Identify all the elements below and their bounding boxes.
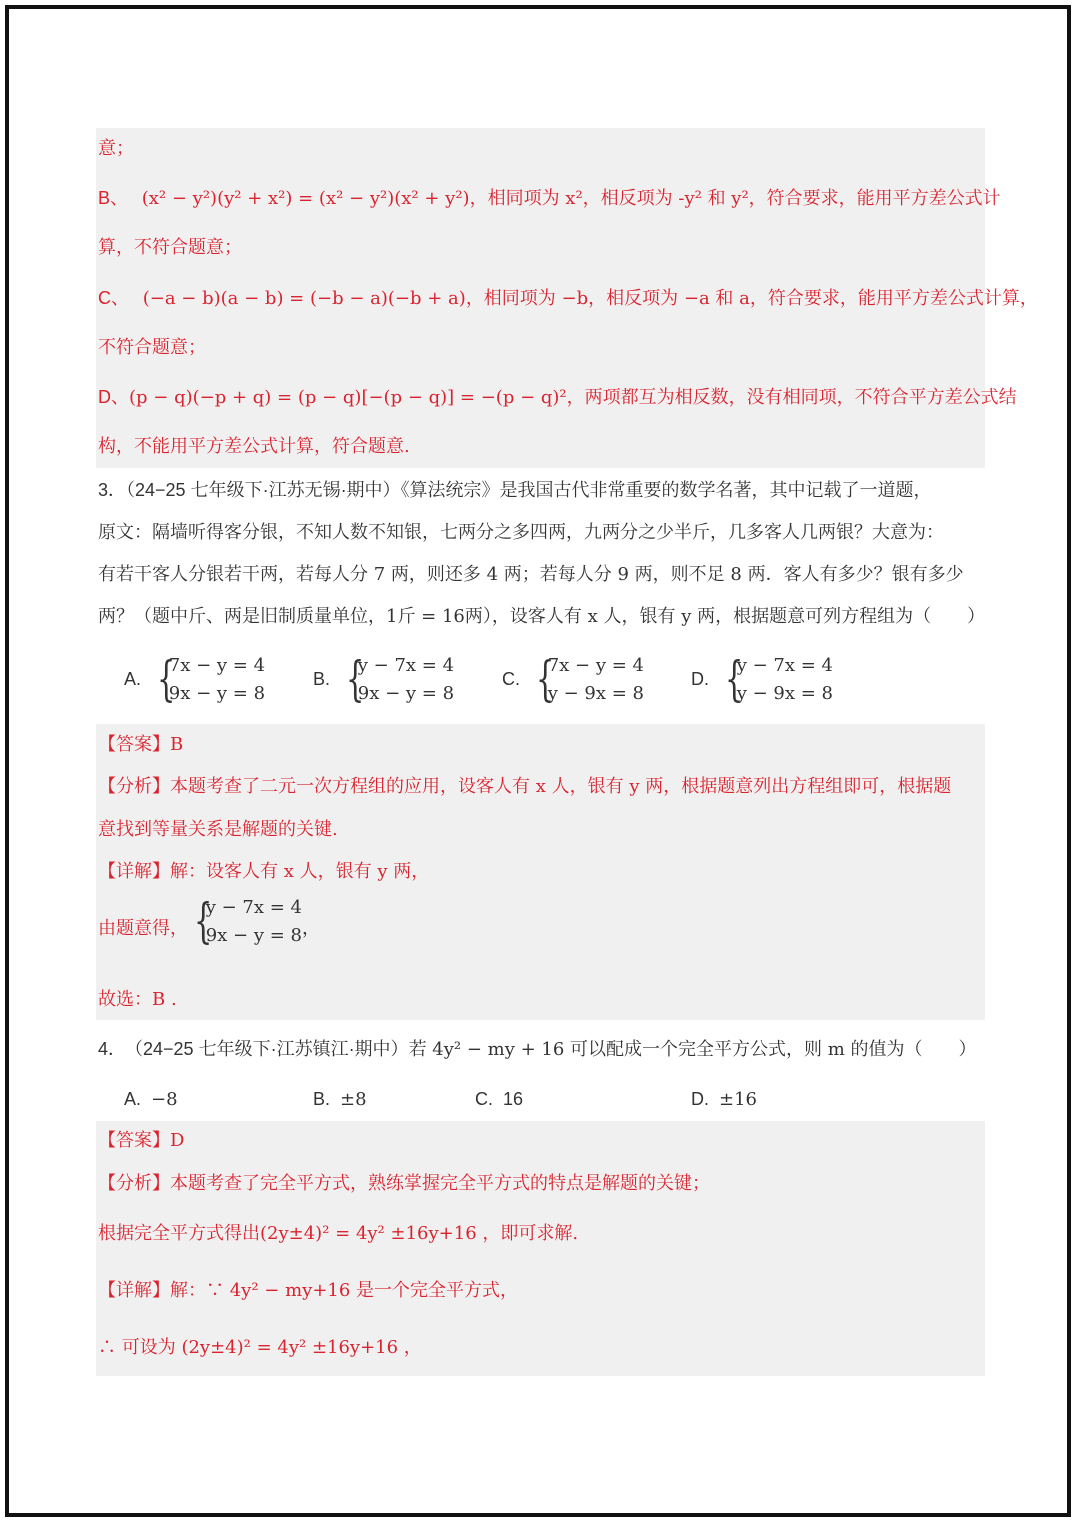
q4-stem-text: 若 4y² − my + 16 可以配成一个完全平方公式，则 m 的值为（ ） — [408, 1039, 977, 1060]
q3-detail1: 【详解】解：设客人有 x 人，银有 y 两， — [98, 861, 430, 882]
q3-analysis2: 意找到等量关系是解题的关键. — [98, 819, 338, 840]
q4-detail1: 【详解】解：∵ 4y² − my+16 是一个完全平方式， — [98, 1280, 519, 1301]
q3-answer: 【答案】B — [98, 734, 184, 755]
q2-d-label: D、 — [98, 387, 129, 407]
q3-detail2-suffix: ， — [302, 918, 321, 939]
q2-d-expr: (p − q)(−p + q) = (p − q)[−(p − q)] = −(p − q)² — [129, 387, 567, 408]
q3-option-b — [313, 652, 454, 708]
q3-choose: 故选：B . — [98, 989, 177, 1010]
q4-option-a — [124, 1086, 178, 1113]
q3-option-c-label: C. — [502, 669, 520, 689]
q2-b-text2: 算，不符合题意； — [98, 237, 242, 258]
q2-c-expr: (−a − b)(a − b) = (−b − a)(−b + a) — [142, 288, 466, 309]
q3-line1: 《算法统宗》是我国古代非常重要的数学名著，其中记载了一道题， — [400, 480, 932, 501]
q4-stem — [98, 1036, 988, 1063]
q2-option-c — [98, 285, 1038, 312]
q4-option-c-label: C. — [475, 1089, 493, 1109]
q4-option-d-label: D. — [691, 1089, 709, 1109]
q3-option-b-eq1: y − 7x = 4 — [357, 655, 455, 676]
q2-option-d — [98, 384, 1017, 411]
q2-c-text2: 不符合题意； — [98, 337, 206, 358]
q3-number: 3． — [98, 480, 127, 500]
q2-b-expr: (x² − y²)(y² + x²) = (x² − y²)(x² + y²) — [141, 188, 470, 209]
q3-option-c-system: { 7x − y = 4 y − 9x = 8 — [535, 651, 645, 707]
q3-detail2-eq2: 9x − y = 8 — [205, 925, 303, 946]
q4-source: （24−25 七年级下·江苏镇江·期中） — [134, 1039, 409, 1059]
q4-line2: 根据完全平方式得出(2y±4)² = 4y² ±16y+16 ，即可求解. — [98, 1223, 579, 1244]
q4-detail2: ∴ 可设为 (2y±4)² = 4y² ±16y+16 ， — [98, 1337, 422, 1358]
q4-option-b-value: ±8 — [340, 1089, 367, 1110]
q3-option-b-eq2: 9x − y = 8 — [357, 683, 455, 704]
q4-analysis: 【分析】本题考查了完全平方式，熟练掌握完全平方式的特点是解题的关键； — [98, 1173, 710, 1194]
q4-option-c-value: 16 — [503, 1089, 524, 1109]
q3-option-a-label: A. — [124, 669, 142, 689]
q3-detail2 — [98, 893, 988, 950]
q3-option-d — [691, 652, 833, 708]
q3-option-c-eq2: y − 9x = 8 — [547, 683, 645, 704]
q3-option-b-label: B. — [313, 669, 331, 689]
q3-detail2-system: { y − 7x = 4 9x − y = 8 — [193, 893, 303, 949]
q3-source: （24−25 七年级下·江苏无锡·期中） — [126, 480, 401, 500]
q3-option-a-system: { 7x − y = 4 9x − y = 8 — [156, 651, 266, 707]
q4-option-a-value: −8 — [151, 1089, 178, 1110]
q3-stem-line1 — [98, 477, 988, 504]
q4-answer: 【答案】D — [98, 1130, 185, 1151]
q2-option-b — [98, 185, 1001, 212]
q3-option-b-system: { y − 7x = 4 9x − y = 8 — [345, 651, 455, 707]
q2-line0: 意； — [98, 138, 134, 159]
q2-b-label: B、 — [98, 188, 129, 208]
q3-option-a — [124, 652, 265, 708]
q4-option-c — [475, 1086, 523, 1112]
q3-option-d-eq1: y − 7x = 4 — [736, 655, 834, 676]
q3-option-d-label: D. — [691, 669, 709, 689]
q4-number: 4． — [98, 1039, 127, 1059]
q3-detail2-eq1: y − 7x = 4 — [205, 897, 303, 918]
q3-option-d-system: { y − 7x = 4 y − 9x = 8 — [724, 651, 834, 707]
q3-detail2-prefix: 由题意得， — [98, 918, 188, 939]
q2-c-text1: ，相同项为 −b，相反项为 −a 和 a，符合要求，能用平方差公式计算， — [465, 288, 1038, 309]
q4-option-d — [691, 1086, 757, 1113]
q3-option-c-eq1: 7x − y = 4 — [547, 655, 645, 676]
q3-option-a-eq2: 9x − y = 8 — [168, 683, 266, 704]
q3-option-a-eq1: 7x − y = 4 — [168, 655, 266, 676]
q3-option-d-eq2: y − 9x = 8 — [736, 683, 834, 704]
q4-option-d-value: ±16 — [719, 1089, 757, 1110]
q4-option-a-label: A. — [124, 1089, 142, 1109]
q4-option-b — [313, 1086, 367, 1113]
q3-line4: 两？（题中斤、两是旧制质量单位，1斤 = 16两），设客人有 x 人，银有 y 两，根据题意可列方程组为（ ） — [98, 606, 986, 627]
q2-b-text1: ，相同项为 x²，相反项为 -y² 和 y²，符合要求，能用平方差公式计 — [469, 188, 1001, 209]
q3-option-c — [502, 652, 644, 708]
q3-line2: 原文：隔墙听得客分银，不知人数不知银，七两分之多四两，九两分之少半斤，几多客人几两银？大意为： — [98, 522, 944, 543]
q2-c-label: C、 — [98, 288, 129, 308]
q2-d-text2: 构，不能用平方差公式计算，符合题意. — [98, 436, 410, 457]
q2-d-text1: ，两项都互为相反数，没有相同项，不符合平方差公式结 — [566, 387, 1017, 408]
q4-option-b-label: B. — [313, 1089, 331, 1109]
q3-line3: 有若干客人分银若干两，若每人分 7 两，则还多 4 两；若每人分 9 两，则不足 8 两．客人有多少？银有多少 — [98, 564, 964, 585]
q3-analysis1: 【分析】本题考查了二元一次方程组的应用，设客人有 x 人，银有 y 两，根据题意列出方程组即可，根据题 — [98, 776, 952, 797]
